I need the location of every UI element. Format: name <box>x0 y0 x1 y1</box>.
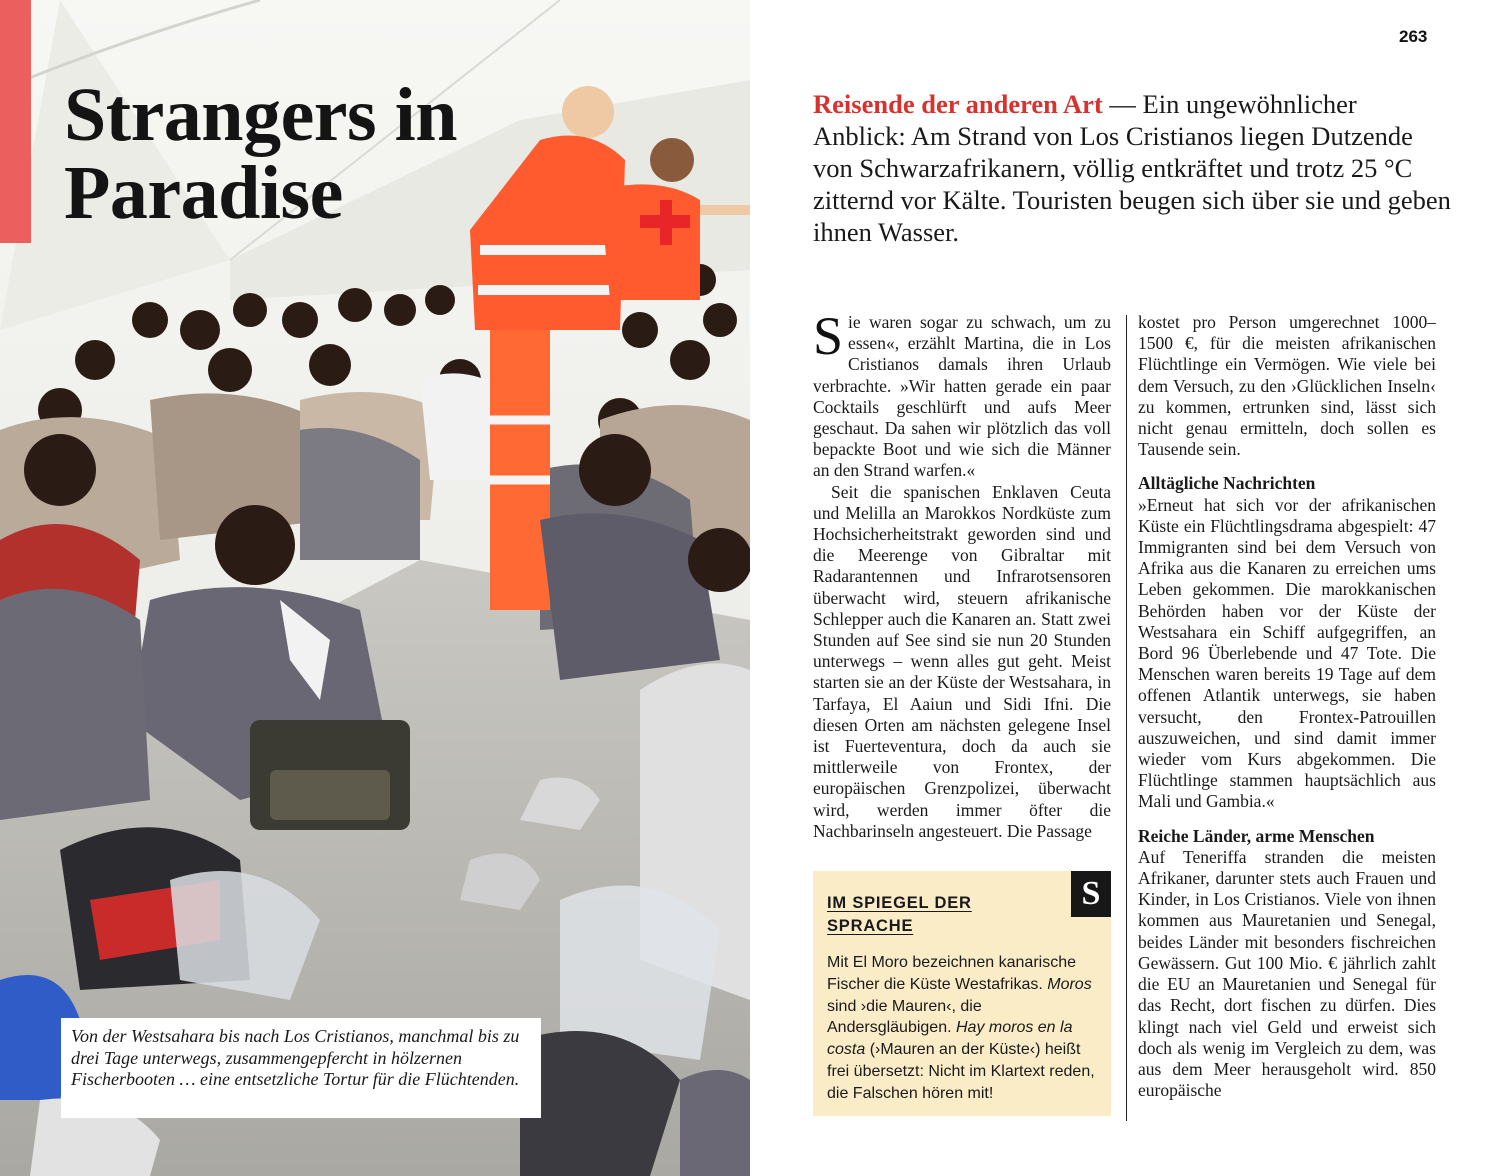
sidebar-box <box>813 871 1111 1116</box>
page-number: 263 <box>1399 27 1428 46</box>
paragraph-text: ie waren sogar zu schwach, um zu essen«, erzählt Martina, die in Los Cristianos damals ihren Urlaub verbrachte. »Wir hatten gerade ein paar Cocktails geschlürft und aufs Meer geschaut. Da sahen wir plötzlich das voll bepackte Boot und wie sich die Männer an den Strand warfen.« <box>813 312 1111 481</box>
paragraph: Seit die spanischen Enklaven Ceuta und Melilla an Marokkos Nordküste zum Hochsicherheitstrakt geworden sind und die Meerenge von Gibraltar mit Radarantennen und Infrarotsensoren überwacht wird, steuern afrikanische Schlepper auch die Kanaren an. Statt zwei Stunden auf See sind sie nun 20 Stunden unterwegs – wenn alles gut geht. Meist starten sie an der Küste der Westsahara, in Tarfaya, El Aaiun und Sidi Ifni. Die diesen Orten am nächsten gelegene Insel ist Fuerteventura, doch da auch sie mittlerweile von Frontex, der europäischen Grenzpolizei, überwacht wird, werden immer öfter die Nachbarinseln angesteuert. Die Passage <box>813 481 1111 841</box>
paragraph: »Erneut hat sich vor der afrikanischen Küste ein Flüchtlingsdrama abgespielt: 47 Immigranten sind bei dem Versuch von Afrika aus die Kanaren zu erreichen ums Leben gekommen. Die marokkanischen Behörden haben vor der Küste der Westsahara ein Schiff aufgegriffen, an Bord 96 Überlebende und 47 Tote. Die Menschen waren bereits 19 Tage auf dem offenen Atlantik unterwegs, sie haben versucht, den Frontex-Patrouillen auszuweichen, und sind damit immer wieder vom Kurs abgekommen. Die Flüchtlinge stammen hauptsächlich aus Mali und Gambia.« <box>1138 494 1436 812</box>
sidebar-title-line-2: SPRACHE <box>827 917 914 935</box>
sidebar-title-line-1: IM SPIEGEL DER <box>827 894 972 912</box>
intro-lead: Reisende der anderen Art <box>813 89 1103 119</box>
intro-paragraph <box>813 88 1453 248</box>
section-s-icon: S <box>1071 871 1111 917</box>
photo-caption-box <box>61 1018 541 1118</box>
photo-caption: Von der Westsahara bis nach Los Cristianos, manchmal bis zu drei Tage unterwegs, zusammengepfercht in hölzernen Fischerbooten … eine entsetzliche Tortur für die Flüchtenden. <box>71 1026 520 1089</box>
sidebar-text <box>827 952 1097 1105</box>
sidebar-text-part: sind ›die Mauren‹, die Andersgläubigen. <box>827 997 982 1037</box>
intro-text: — Ein ungewöhnlicher Anblick: Am Strand von Los Cristianos liegen Dutzende von Schwarzafrikanern, völlig entkräftet und trotz 25 °C zitternd vor Kälte. Touristen beugen sich über sie und geben ihnen Wasser. <box>813 89 1451 247</box>
sidebar-text-part: (›Mauren an der Küste‹) heißt frei übersetzt: Nicht im Klartext reden, die Falschen hören mit! <box>827 1041 1095 1102</box>
headline <box>64 73 457 235</box>
paragraph: kostet pro Person umgerechnet 1000–1500 €, für die meisten afrikanischen Flüchtlinge ein Vermögen. Wie viele bei dem Versuch, zu den ›Glücklichen Inseln‹ zu kommen, ertrunken sind, lässt sich nicht genau ermitteln, doch sollen es Tausende sein. <box>1138 312 1436 460</box>
sidebar-term: Hay moros en la costa <box>827 1019 1073 1059</box>
sidebar-term: Moros <box>1047 975 1092 993</box>
headline-line-2: Paradise <box>64 151 343 235</box>
column-divider <box>1126 315 1127 1121</box>
sidebar-title <box>827 892 1097 938</box>
drop-cap: S <box>813 306 844 366</box>
text-column-2 <box>1138 312 1436 1101</box>
headline-line-1: Strangers in <box>64 73 457 157</box>
sidebar-text-part: Mit El Moro bezeichnen kanarische Fischer die Küste Westafrikas. <box>827 954 1077 993</box>
subheading: Alltägliche Nachrichten <box>1138 473 1316 494</box>
accent-bar <box>0 0 31 243</box>
subheading: Reiche Länder, arme Menschen <box>1138 825 1375 846</box>
paragraph <box>813 306 1111 482</box>
text-column-1 <box>813 306 1111 842</box>
paragraph: Auf Teneriffa stranden die meisten Afrikaner, darunter stets auch Frauen und Kinder, in Los Cristianos. Viele von ihnen kommen aus Mauretanien und Senegal, beides Länder mit besonders fischreichen Gewässern. Gut 100 Mio. € jährlich zahlt die EU an Mauretanien und Senegal für das Recht, dort fischen zu dürfen. Dies klingt nach viel Geld und erweist sich doch als wenig im Vergleich zu dem, was aus dem Meer herausgeholt wird. 850 europäische <box>1138 846 1436 1101</box>
